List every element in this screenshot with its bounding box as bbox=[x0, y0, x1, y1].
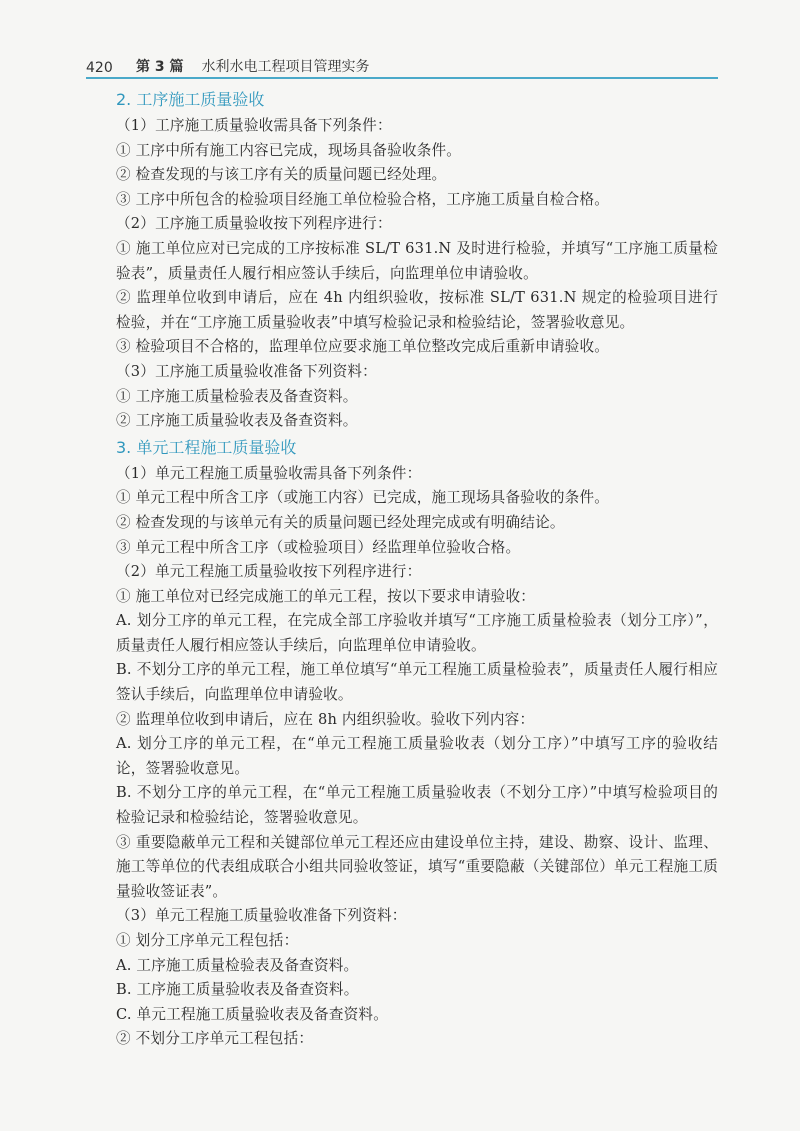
paragraph: A. 工序施工质量检验表及备查资料。 bbox=[116, 956, 359, 974]
paragraph: ② 监理单位收到申请后，应在 8h 内组织验收。验收下列内容： bbox=[116, 710, 535, 728]
paragraph: （1）单元工程施工质量验收需具备下列条件： bbox=[116, 464, 422, 482]
paragraph: ② 不划分工序单元工程包括： bbox=[116, 1030, 314, 1048]
paragraph: B. 工序施工质量验收表及备查资料。 bbox=[116, 981, 359, 999]
paragraph: ③ 工序中所包含的检验项目经施工单位检验合格，工序施工质量自检合格。 bbox=[116, 190, 610, 208]
paragraph: ① 划分工序单元工程包括： bbox=[116, 932, 299, 949]
paragraph: ① 施工单位对已经完成施工的单元工程，按以下要求申请验收： bbox=[116, 587, 536, 605]
paragraph: ③ 检验项目不合格的，监理单位应要求施工单位整改完成后重新申请验收。 bbox=[116, 338, 610, 356]
paragraph: B. 不划分工序的单元工程，施工单位填写“单元工程施工质量检验表”，质量责任人履行相应签认手续后，向监理单位申请验收。 bbox=[116, 661, 718, 704]
paragraph: ③ 单元工程中所含工序（或检验项目）经监理单位验收合格。 bbox=[116, 538, 521, 556]
section-heading-3: 3. 单元工程施工质量验收 bbox=[116, 437, 297, 457]
paragraph: （3）工序施工质量验收准备下列资料： bbox=[116, 362, 377, 380]
paragraph: ② 检查发现的与该单元有关的质量问题已经处理完成或有明确结论。 bbox=[116, 513, 565, 531]
page-number: 420 bbox=[86, 60, 113, 76]
paragraph: （3）单元工程施工质量验收准备下列资料： bbox=[116, 907, 407, 925]
header-title: 水利水电工程项目管理实务 bbox=[201, 59, 370, 75]
paragraph: ② 工序施工质量验收表及备查资料。 bbox=[116, 412, 358, 430]
paragraph: ③ 重要隐蔽单元工程和关键部位单元工程还应由建设单位主持，建设、勘察、设计、监理、施工等单位的代表组成联合小组共同验收签证，填写“重要隐蔽（关键部位）单元工程施工质量验收签证表”。 bbox=[116, 833, 718, 900]
paragraph: A. 划分工序的单元工程，在完成全部工序验收并填写“工序施工质量检验表（划分工序）”，质量责任人履行相应签认手续后，向监理单位申请验收。 bbox=[116, 612, 718, 654]
paragraph: ① 工序中所有施工内容已完成，现场具备验收条件。 bbox=[116, 141, 462, 159]
paragraph: C. 单元工程施工质量验收表及备查资料。 bbox=[116, 1005, 389, 1023]
section-heading-2: 2. 工序施工质量验收 bbox=[116, 90, 265, 109]
paragraph: ① 施工单位应对已完成的工序按标准 SL/T 631.N 及时进行检验，并填写“工序施工质量检验表”，质量责任人履行相应签认手续后，向监理单位申请验收。 bbox=[116, 239, 718, 282]
paragraph: ② 检查发现的与该工序有关的质量问题已经处理。 bbox=[116, 166, 447, 184]
header-rule bbox=[86, 77, 718, 79]
paragraph: （2）单元工程施工质量验收按下列程序进行： bbox=[116, 563, 422, 581]
paragraph: （2）工序施工质量验收按下列程序进行： bbox=[116, 215, 392, 233]
paragraph: B. 不划分工序的单元工程，在“单元工程施工质量验收表（不划分工序）”中填写检验项目的检验记录和检验结论，签署验收意见。 bbox=[116, 784, 718, 827]
page-content bbox=[116, 86, 718, 1052]
paragraph: （1）工序施工质量验收需具备下列条件： bbox=[116, 117, 392, 134]
page-header bbox=[86, 46, 718, 76]
paragraph: A. 划分工序的单元工程，在“单元工程施工质量验收表（划分工序）”中填写工序的验收结论，签署验收意见。 bbox=[116, 735, 718, 777]
paragraph: ① 单元工程中所含工序（或施工内容）已完成，施工现场具备验收的条件。 bbox=[116, 489, 610, 507]
paragraph: ② 监理单位收到申请后，应在 4h 内组织验收，按标准 SL/T 631.N 规定的检验项目进行检验，并在“工序施工质量验收表”中填写检验记录和检验结论，签署验收意见。 bbox=[116, 289, 718, 331]
paragraph: ① 工序施工质量检验表及备查资料。 bbox=[116, 387, 358, 405]
part-label: 第 3 篇 bbox=[136, 59, 184, 75]
